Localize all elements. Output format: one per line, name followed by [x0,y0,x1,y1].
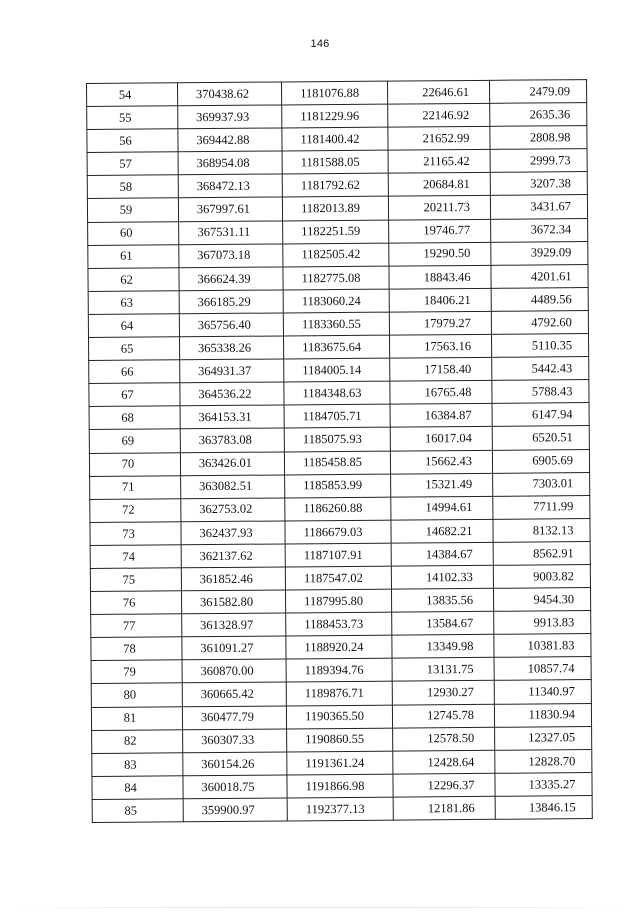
value-a-cell: 20684.81 [388,173,490,197]
row-number-cell: 63 [88,291,179,315]
value-b-cell: 11340.97 [494,680,591,704]
northing-cell: 1182505.42 [283,243,389,267]
easting-cell: 359900.97 [183,798,287,822]
easting-cell: 364931.37 [180,359,284,383]
northing-cell: 1188920.24 [286,635,392,659]
easting-cell: 368472.13 [178,174,282,198]
value-a-cell: 13835.56 [391,588,493,612]
northing-cell: 1181588.05 [282,150,388,174]
row-number-cell: 75 [90,568,181,592]
value-b-cell: 10857.74 [494,657,591,681]
value-b-cell: 3431.67 [490,195,587,219]
northing-cell: 1191866.98 [287,774,393,798]
value-b-cell: 5788.43 [492,380,589,404]
value-b-cell: 7303.01 [493,472,590,496]
easting-cell: 363783.08 [180,428,284,452]
value-b-cell: 3207.38 [490,172,587,196]
row-number-cell: 77 [91,614,182,638]
easting-cell: 361582.80 [181,590,285,614]
row-number-cell: 70 [89,452,180,476]
northing-cell: 1187547.02 [285,566,391,590]
northing-cell: 1184705.71 [284,404,390,428]
row-number-cell: 57 [87,152,178,176]
coordinate-table [86,79,593,823]
value-b-cell: 8562.91 [493,541,590,565]
easting-cell: 362753.02 [181,498,285,522]
row-number-cell: 81 [91,706,182,730]
northing-cell: 1187995.80 [285,589,391,613]
easting-cell: 362137.62 [181,544,285,568]
row-number-cell: 67 [89,383,180,407]
value-a-cell: 12930.27 [392,681,494,705]
easting-cell: 362437.93 [181,521,285,545]
value-b-cell: 4792.60 [491,310,588,334]
easting-cell: 360870.00 [182,659,286,683]
value-b-cell: 6520.51 [492,426,589,450]
row-number-cell: 59 [87,198,178,222]
northing-cell: 1185853.99 [285,474,391,498]
value-a-cell: 18406.21 [389,288,491,312]
value-b-cell: 11830.94 [494,703,591,727]
value-b-cell: 2808.98 [490,126,587,150]
value-a-cell: 16017.04 [390,427,492,451]
easting-cell: 360477.79 [182,705,286,729]
easting-cell: 368954.08 [178,151,282,175]
easting-cell: 367997.61 [178,197,282,221]
northing-cell: 1186260.88 [285,497,391,521]
row-number-cell: 82 [92,729,183,753]
northing-cell: 1183360.55 [283,312,389,336]
value-a-cell: 17158.40 [390,357,492,381]
row-number-cell: 55 [87,106,178,130]
value-a-cell: 13349.98 [392,635,494,659]
value-b-cell: 8132.13 [493,518,590,542]
row-number-cell: 60 [88,221,179,245]
value-b-cell: 4201.61 [491,264,588,288]
row-number-cell: 79 [91,660,182,684]
value-a-cell: 21652.99 [388,127,490,151]
value-a-cell: 12745.78 [392,704,494,728]
easting-cell: 361091.27 [182,636,286,660]
row-number-cell: 72 [90,498,181,522]
table-body [87,80,593,823]
value-a-cell: 13131.75 [392,658,494,682]
northing-cell: 1182251.59 [283,220,389,244]
northing-cell: 1189394.76 [286,658,392,682]
value-a-cell: 16384.87 [390,404,492,428]
row-number-cell: 83 [92,752,183,776]
northing-cell: 1192377.13 [287,797,393,821]
northing-cell: 1181076.88 [281,81,387,105]
row-number-cell: 68 [89,406,180,430]
value-b-cell: 2479.09 [489,80,586,104]
row-number-cell: 54 [87,83,178,107]
value-a-cell: 14994.61 [391,496,493,520]
value-a-cell: 17979.27 [389,311,491,335]
northing-cell: 1188453.73 [286,612,392,636]
row-number-cell: 76 [90,591,181,615]
row-number-cell: 58 [87,175,178,199]
northing-cell: 1191361.24 [287,751,393,775]
northing-cell: 1184348.63 [284,381,390,405]
value-a-cell: 14102.33 [391,565,493,589]
value-a-cell: 14682.21 [391,519,493,543]
easting-cell: 360154.26 [183,752,287,776]
value-b-cell: 6147.94 [492,403,589,427]
row-number-cell: 73 [90,522,181,546]
value-b-cell: 13335.27 [495,772,592,796]
easting-cell: 360307.33 [183,729,287,753]
value-b-cell: 4489.56 [491,287,588,311]
value-b-cell: 5442.43 [492,357,589,381]
northing-cell: 1183060.24 [283,289,389,313]
value-b-cell: 10381.83 [494,634,591,658]
value-b-cell: 9913.83 [494,611,591,635]
northing-cell: 1183675.64 [283,335,389,359]
value-a-cell: 22646.61 [387,80,489,104]
northing-cell: 1181400.42 [282,127,388,151]
northing-cell: 1187107.91 [285,543,391,567]
easting-cell: 369442.88 [178,128,282,152]
easting-cell: 369937.93 [178,105,282,129]
northing-cell: 1186679.03 [285,520,391,544]
value-a-cell: 17563.16 [389,334,491,358]
row-number-cell: 69 [89,429,180,453]
value-a-cell: 16765.48 [390,381,492,405]
easting-cell: 366185.29 [179,290,283,314]
easting-cell: 367531.11 [179,221,283,245]
coordinate-table-container [86,79,593,823]
northing-cell: 1189876.71 [286,682,392,706]
northing-cell: 1185075.93 [284,428,390,452]
northing-cell: 1190860.55 [287,728,393,752]
value-b-cell: 12828.70 [495,749,592,773]
value-a-cell: 12578.50 [393,727,495,751]
easting-cell: 360018.75 [183,775,287,799]
northing-cell: 1190365.50 [286,705,392,729]
easting-cell: 365756.40 [179,313,283,337]
northing-cell: 1184005.14 [284,358,390,382]
easting-cell: 361852.46 [181,567,285,591]
northing-cell: 1182013.89 [282,197,388,221]
value-b-cell: 7711.99 [493,495,590,519]
value-a-cell: 14384.67 [391,542,493,566]
value-a-cell: 12428.64 [393,750,495,774]
value-b-cell: 12327.05 [495,726,592,750]
northing-cell: 1185458.85 [284,451,390,475]
value-a-cell: 20211.73 [388,196,490,220]
easting-cell: 361328.97 [182,613,286,637]
value-a-cell: 19746.77 [389,219,491,243]
value-a-cell: 18843.46 [389,265,491,289]
value-b-cell: 9454.30 [493,588,590,612]
easting-cell: 366624.39 [179,267,283,291]
northing-cell: 1181792.62 [282,174,388,198]
northing-cell: 1182775.08 [283,266,389,290]
value-a-cell: 19290.50 [389,242,491,266]
value-b-cell: 2635.36 [490,103,587,127]
value-b-cell: 5110.35 [491,334,588,358]
easting-cell: 365338.26 [179,336,283,360]
value-b-cell: 3929.09 [491,241,588,265]
value-b-cell: 3672.34 [491,218,588,242]
row-number-cell: 78 [91,637,182,661]
easting-cell: 367073.18 [179,244,283,268]
row-number-cell: 74 [90,545,181,569]
row-number-cell: 84 [92,776,183,800]
row-number-cell: 61 [88,244,179,268]
row-number-cell: 56 [87,129,178,153]
row-number-cell: 85 [92,799,183,823]
easting-cell: 360665.42 [182,682,286,706]
row-number-cell: 65 [88,337,179,361]
value-b-cell: 2999.73 [490,149,587,173]
easting-cell: 364536.22 [180,382,284,406]
row-number-cell: 71 [90,475,181,499]
row-number-cell: 80 [91,683,182,707]
easting-cell: 363426.01 [180,451,284,475]
easting-cell: 370438.62 [178,82,282,106]
value-a-cell: 22146.92 [388,103,490,127]
value-b-cell: 6905.69 [492,449,589,473]
value-b-cell: 9003.82 [493,565,590,589]
value-a-cell: 12181.86 [393,796,495,820]
scan-edge-line [0,907,640,908]
value-a-cell: 12296.37 [393,773,495,797]
value-a-cell: 15321.49 [391,473,493,497]
row-number-cell: 64 [88,314,179,338]
value-a-cell: 15662.43 [390,450,492,474]
northing-cell: 1181229.96 [282,104,388,128]
value-b-cell: 13846.15 [495,795,592,819]
table-row [92,795,592,822]
row-number-cell: 66 [89,360,180,384]
page-number: 146 [310,38,330,50]
value-a-cell: 13584.67 [392,611,494,635]
easting-cell: 364153.31 [180,405,284,429]
row-number-cell: 62 [88,268,179,292]
easting-cell: 363082.51 [181,475,285,499]
value-a-cell: 21165.42 [388,150,490,174]
